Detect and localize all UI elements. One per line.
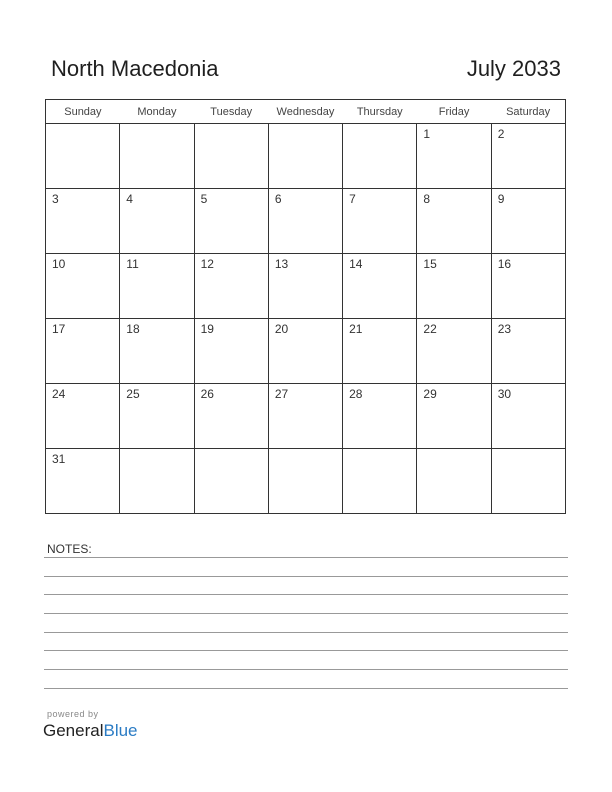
- day-cell: [46, 319, 120, 384]
- day-number: 30: [497, 387, 512, 401]
- day-number: [195, 449, 268, 452]
- weekday-header: Monday: [120, 100, 194, 124]
- day-number: 27: [274, 387, 289, 401]
- brand-logo: [43, 721, 138, 741]
- day-cell: [194, 384, 268, 449]
- day-cell: [417, 384, 491, 449]
- day-cell: [268, 449, 342, 514]
- day-number: 19: [200, 322, 214, 336]
- week-row: [46, 384, 566, 449]
- weekday-header-row: [46, 100, 566, 124]
- day-number: 3: [52, 192, 59, 206]
- day-number: 23: [497, 322, 512, 336]
- notes-line: [44, 688, 568, 689]
- week-row: [46, 189, 566, 254]
- day-number: 22: [423, 322, 437, 336]
- day-number: [120, 449, 193, 452]
- day-cell: [120, 319, 194, 384]
- calendar-grid: [45, 99, 566, 514]
- day-cell: [491, 254, 565, 319]
- day-cell: [46, 449, 120, 514]
- day-number: 25: [126, 387, 140, 401]
- day-number: [120, 124, 193, 127]
- brand-general: General: [43, 721, 104, 740]
- day-number: [343, 124, 416, 127]
- day-cell: [46, 254, 120, 319]
- day-cell: [268, 189, 342, 254]
- day-number: 2: [497, 127, 505, 141]
- day-number: [46, 124, 119, 127]
- day-number: 20: [274, 322, 289, 336]
- day-number: 1: [423, 127, 431, 141]
- day-number: 10: [52, 257, 66, 271]
- notes-line: [44, 594, 568, 595]
- day-cell: [417, 319, 491, 384]
- day-cell: [120, 254, 194, 319]
- day-cell: [120, 449, 194, 514]
- day-cell: [194, 254, 268, 319]
- day-number: 16: [497, 257, 512, 271]
- day-number: 14: [349, 257, 363, 271]
- weekday-header: Tuesday: [194, 100, 268, 124]
- notes-line: [44, 576, 568, 577]
- day-number: [269, 124, 342, 127]
- day-number: 13: [274, 257, 289, 271]
- day-cell: [268, 319, 342, 384]
- day-cell: [46, 124, 120, 189]
- day-cell: [343, 319, 417, 384]
- day-cell: [194, 124, 268, 189]
- day-number: [343, 449, 416, 452]
- day-cell: [268, 384, 342, 449]
- day-cell: [268, 124, 342, 189]
- day-number: 12: [200, 257, 214, 271]
- day-cell: [491, 449, 565, 514]
- day-cell: [417, 254, 491, 319]
- week-row: [46, 254, 566, 319]
- notes-label: NOTES:: [47, 542, 92, 556]
- day-cell: [491, 124, 565, 189]
- day-number: 9: [497, 192, 505, 206]
- day-cell: [417, 449, 491, 514]
- day-number: 6: [274, 192, 282, 206]
- weekday-header: Friday: [417, 100, 491, 124]
- day-number: [492, 449, 565, 452]
- day-number: 18: [126, 322, 140, 336]
- day-cell: [343, 189, 417, 254]
- brand-blue: Blue: [103, 721, 138, 740]
- day-number: [417, 449, 490, 452]
- weekday-header: Thursday: [343, 100, 417, 124]
- day-cell: [120, 384, 194, 449]
- day-number: 7: [349, 192, 356, 206]
- day-number: [269, 449, 342, 452]
- day-cell: [46, 384, 120, 449]
- day-number: 5: [200, 192, 208, 206]
- day-number: 4: [126, 192, 133, 206]
- day-cell: [343, 254, 417, 319]
- day-cell: [343, 449, 417, 514]
- day-cell: [268, 254, 342, 319]
- week-row: [46, 124, 566, 189]
- day-cell: [194, 319, 268, 384]
- day-cell: [417, 189, 491, 254]
- day-number: 26: [200, 387, 214, 401]
- day-number: 21: [349, 322, 363, 336]
- day-number: 11: [126, 257, 139, 271]
- notes-line: [44, 650, 568, 651]
- day-cell: [194, 189, 268, 254]
- day-cell: [120, 124, 194, 189]
- day-number: 31: [52, 452, 66, 466]
- day-number: 28: [349, 387, 363, 401]
- powered-by-label: powered by: [47, 709, 99, 719]
- page-title: North Macedonia: [51, 56, 219, 81]
- weekday-header: Saturday: [491, 100, 565, 124]
- day-number: 15: [423, 257, 437, 271]
- day-number: 29: [423, 387, 437, 401]
- day-cell: [194, 449, 268, 514]
- day-cell: [491, 384, 565, 449]
- day-cell: [46, 189, 120, 254]
- day-cell: [491, 319, 565, 384]
- day-cell: [120, 189, 194, 254]
- day-cell: [417, 124, 491, 189]
- notes-line: [44, 669, 568, 670]
- day-number: 24: [52, 387, 66, 401]
- day-number: 17: [52, 322, 66, 336]
- day-number: [195, 124, 268, 127]
- notes-line: [44, 557, 568, 558]
- month-year-label: July 2033: [466, 56, 561, 81]
- notes-line: [44, 632, 568, 633]
- weekday-header: Wednesday: [268, 100, 342, 124]
- day-number: 8: [423, 192, 431, 206]
- notes-line: [44, 613, 568, 614]
- weekday-header: Sunday: [46, 100, 120, 124]
- day-cell: [343, 124, 417, 189]
- week-row: [46, 319, 566, 384]
- day-cell: [491, 189, 565, 254]
- week-row: [46, 449, 566, 514]
- day-cell: [343, 384, 417, 449]
